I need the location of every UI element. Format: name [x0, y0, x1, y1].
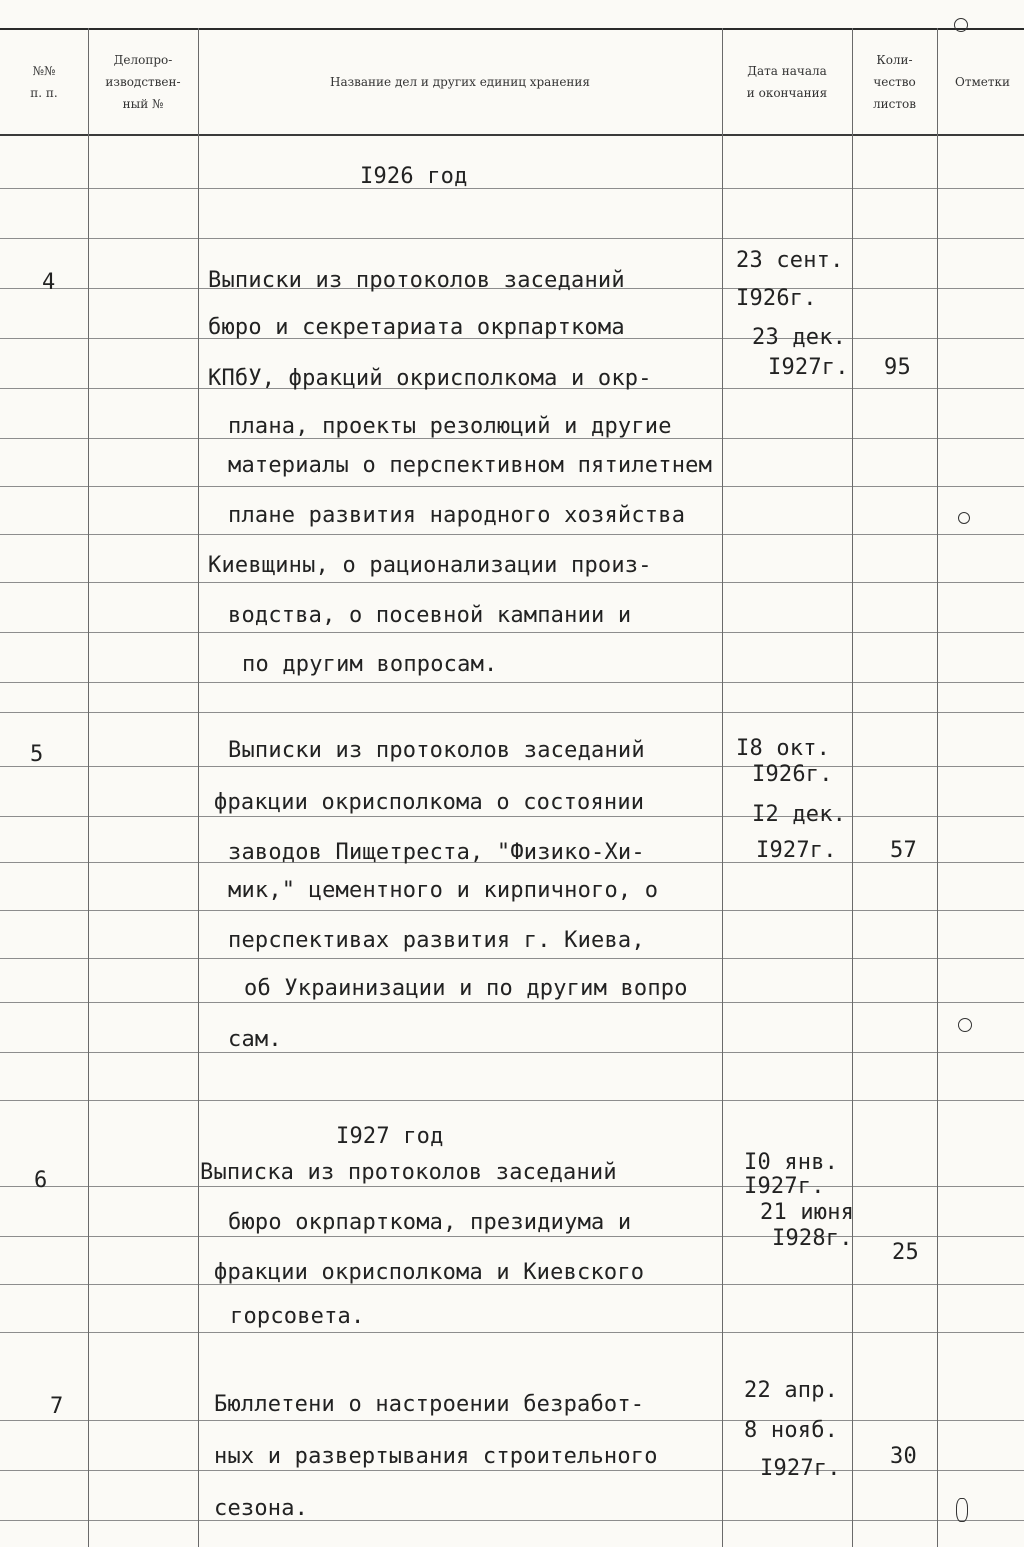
row-rule — [0, 910, 1024, 911]
row-rule — [0, 958, 1024, 959]
margin-circle-mark — [958, 1018, 972, 1032]
entry-date: I0 янв. — [744, 1150, 839, 1175]
entry-date: I8 окт. — [736, 736, 831, 761]
entry-date: I928г. — [772, 1226, 853, 1251]
row-rule — [0, 1002, 1024, 1003]
row-rule — [0, 1100, 1024, 1101]
row-rule — [0, 534, 1024, 535]
header-number: №№ п. п. — [30, 64, 58, 100]
row-rule — [0, 682, 1024, 683]
entry-title-line: Выписка из протоколов заседаний — [200, 1160, 617, 1185]
header-notes: Отметки — [955, 75, 1011, 89]
entry-date: I926г. — [752, 762, 833, 787]
entry-title-line: ных и развертывания строительного — [214, 1444, 658, 1469]
entry-title-line: заводов Пищетреста, "Физико-Хи- — [228, 840, 645, 865]
row-rule — [0, 632, 1024, 633]
column-rule — [198, 28, 199, 1547]
entry-title-line: бюро окрпарткома, президиума и — [228, 1210, 632, 1235]
row-rule — [0, 1420, 1024, 1421]
row-rule — [0, 1052, 1024, 1053]
entry-sheet-count: 25 — [892, 1240, 919, 1265]
entry-title-line: горсовета. — [230, 1304, 365, 1329]
column-rule — [852, 28, 853, 1547]
entry-title-line: бюро и секретариата окрпарткома — [208, 315, 625, 340]
entry-title-line: Выписки из протоколов заседаний — [228, 738, 645, 763]
header-dates: Дата начала и окончания — [746, 64, 828, 100]
entry-number: 4 — [42, 270, 56, 295]
entry-sheet-count: 95 — [884, 355, 911, 380]
row-rule — [0, 712, 1024, 713]
entry-date: 23 сент. — [736, 248, 844, 273]
entry-date: I927г. — [768, 355, 849, 380]
row-rule — [0, 188, 1024, 189]
entry-title-line: по другим вопросам. — [242, 652, 498, 677]
row-rule — [0, 1520, 1024, 1521]
entry-title-line: фракции окрисполкома о состоянии — [214, 790, 645, 815]
header-rule — [0, 134, 1024, 136]
entry-title-line: Выписки из протоколов заседаний — [208, 268, 625, 293]
entry-number: 6 — [34, 1168, 48, 1193]
entry-title-line: плана, проекты резолюций и другие — [228, 414, 672, 439]
column-rule — [88, 28, 89, 1547]
entry-title-line: мик," цементного и кирпичного, о — [228, 878, 659, 903]
entry-title-line: материалы о перспективном пятилетнем — [228, 453, 713, 478]
entry-title-line: Киевщины, о рационализации произ- — [208, 553, 652, 578]
row-rule — [0, 1186, 1024, 1187]
row-rule — [0, 766, 1024, 767]
margin-circle-mark — [958, 512, 970, 524]
row-rule — [0, 1236, 1024, 1237]
entry-title-line: КПбУ, фракций окрисполкома и окр- — [208, 366, 652, 391]
entry-date: I927г. — [744, 1174, 825, 1199]
entry-date: 21 июня — [760, 1200, 855, 1225]
entry-date: I927г. — [756, 838, 837, 863]
section-year-1926: I926 год — [360, 164, 468, 189]
margin-circle-mark — [954, 18, 968, 32]
entry-date: 8 нояб. — [744, 1418, 839, 1443]
entry-date: I2 дек. — [752, 802, 847, 827]
row-rule — [0, 1470, 1024, 1471]
entry-title-line: водства, о посевной кампании и — [228, 603, 632, 628]
entry-date: I927г. — [760, 1456, 841, 1481]
header-office-number: Делопро- изводствен- ный № — [105, 53, 181, 111]
entry-title-line: сезона. — [214, 1496, 309, 1521]
header-title: Название дел и других единиц хранения — [329, 75, 590, 89]
entry-number: 5 — [30, 742, 44, 767]
entry-title-line: сам. — [228, 1027, 282, 1052]
margin-bracket-mark — [956, 1498, 968, 1522]
entry-number: 7 — [50, 1394, 64, 1419]
row-rule — [0, 1332, 1024, 1333]
column-rule — [937, 28, 938, 1547]
section-year-1927: I927 год — [336, 1124, 444, 1149]
entry-title-line: Бюллетени о настроении безработ- — [214, 1392, 645, 1417]
row-rule — [0, 816, 1024, 817]
entry-title-line: перспективах развития г. Киева, — [228, 928, 645, 953]
entry-title-line: об Украинизации и по другим вопро — [244, 976, 688, 1001]
entry-date: I926г. — [736, 286, 817, 311]
entry-sheet-count: 57 — [890, 838, 917, 863]
header-sheets: Коли- чество листов — [873, 53, 916, 111]
entry-date: 23 дек. — [752, 325, 847, 350]
row-rule — [0, 238, 1024, 239]
entry-title-line: фракции окрисполкома и Киевского — [214, 1260, 645, 1285]
entry-date: 22 апр. — [744, 1378, 839, 1403]
row-rule — [0, 486, 1024, 487]
column-rule — [722, 28, 723, 1547]
row-rule — [0, 582, 1024, 583]
entry-sheet-count: 30 — [890, 1444, 917, 1469]
entry-title-line: плане развития народного хозяйства — [228, 503, 686, 528]
